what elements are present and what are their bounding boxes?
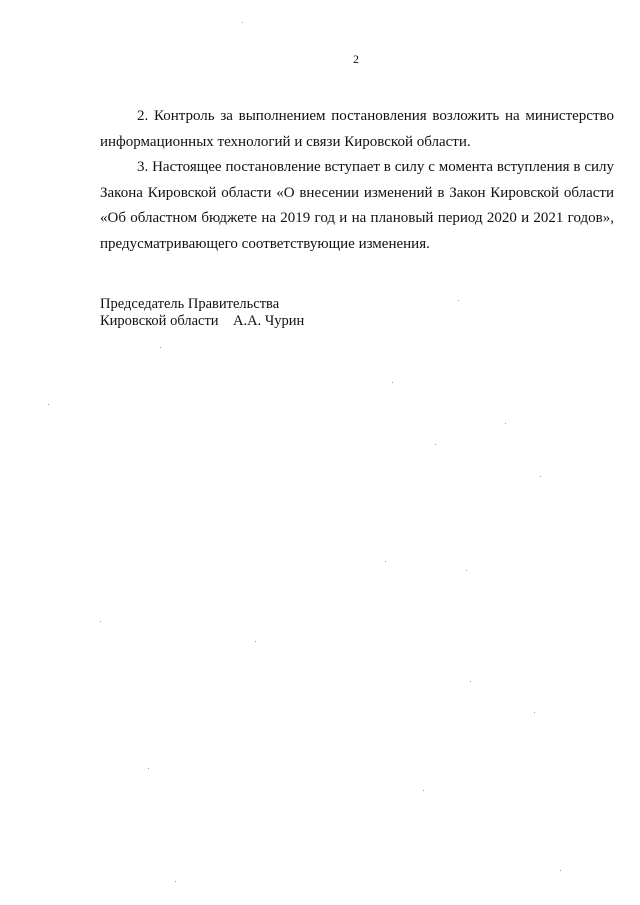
signatory-position: Председатель Правительства xyxy=(100,296,280,312)
scan-speck xyxy=(435,444,436,445)
scan-speck xyxy=(100,621,101,622)
scan-speck xyxy=(385,561,386,562)
scan-speck xyxy=(160,347,161,348)
paragraph-effective-date: 3. Настоящее постановление вступает в силу с момента вступления в силу Закона Кировской области «О внесении изменений в Закон Кировской области «Об областном бюджете на 2019 год и на плановый период 2020 и 2021 годов», предусматривающего соответствующие изменения. xyxy=(100,159,614,252)
scan-speck xyxy=(392,382,393,383)
document-body xyxy=(100,104,614,257)
scan-speck xyxy=(540,476,541,477)
scan-speck xyxy=(423,790,424,791)
scan-speck xyxy=(48,404,49,405)
scan-speck xyxy=(148,768,149,769)
signature-block xyxy=(100,296,304,330)
signatory-org-and-name: Кировской области А.А. Чурин xyxy=(100,313,305,329)
scan-speck xyxy=(242,22,243,23)
scan-speck xyxy=(466,570,467,571)
scan-speck xyxy=(534,712,535,713)
scan-speck xyxy=(255,641,256,642)
scan-speck xyxy=(458,300,459,301)
page-number: 2 xyxy=(353,52,359,66)
paragraph-control: 2. Контроль за выполнением постановления возложить на министерство информационных технологий и связи Кировской области. xyxy=(100,108,614,150)
scan-speck xyxy=(560,870,561,871)
scan-speck xyxy=(505,423,506,424)
scan-speck xyxy=(175,881,176,882)
scan-speck xyxy=(470,681,471,682)
